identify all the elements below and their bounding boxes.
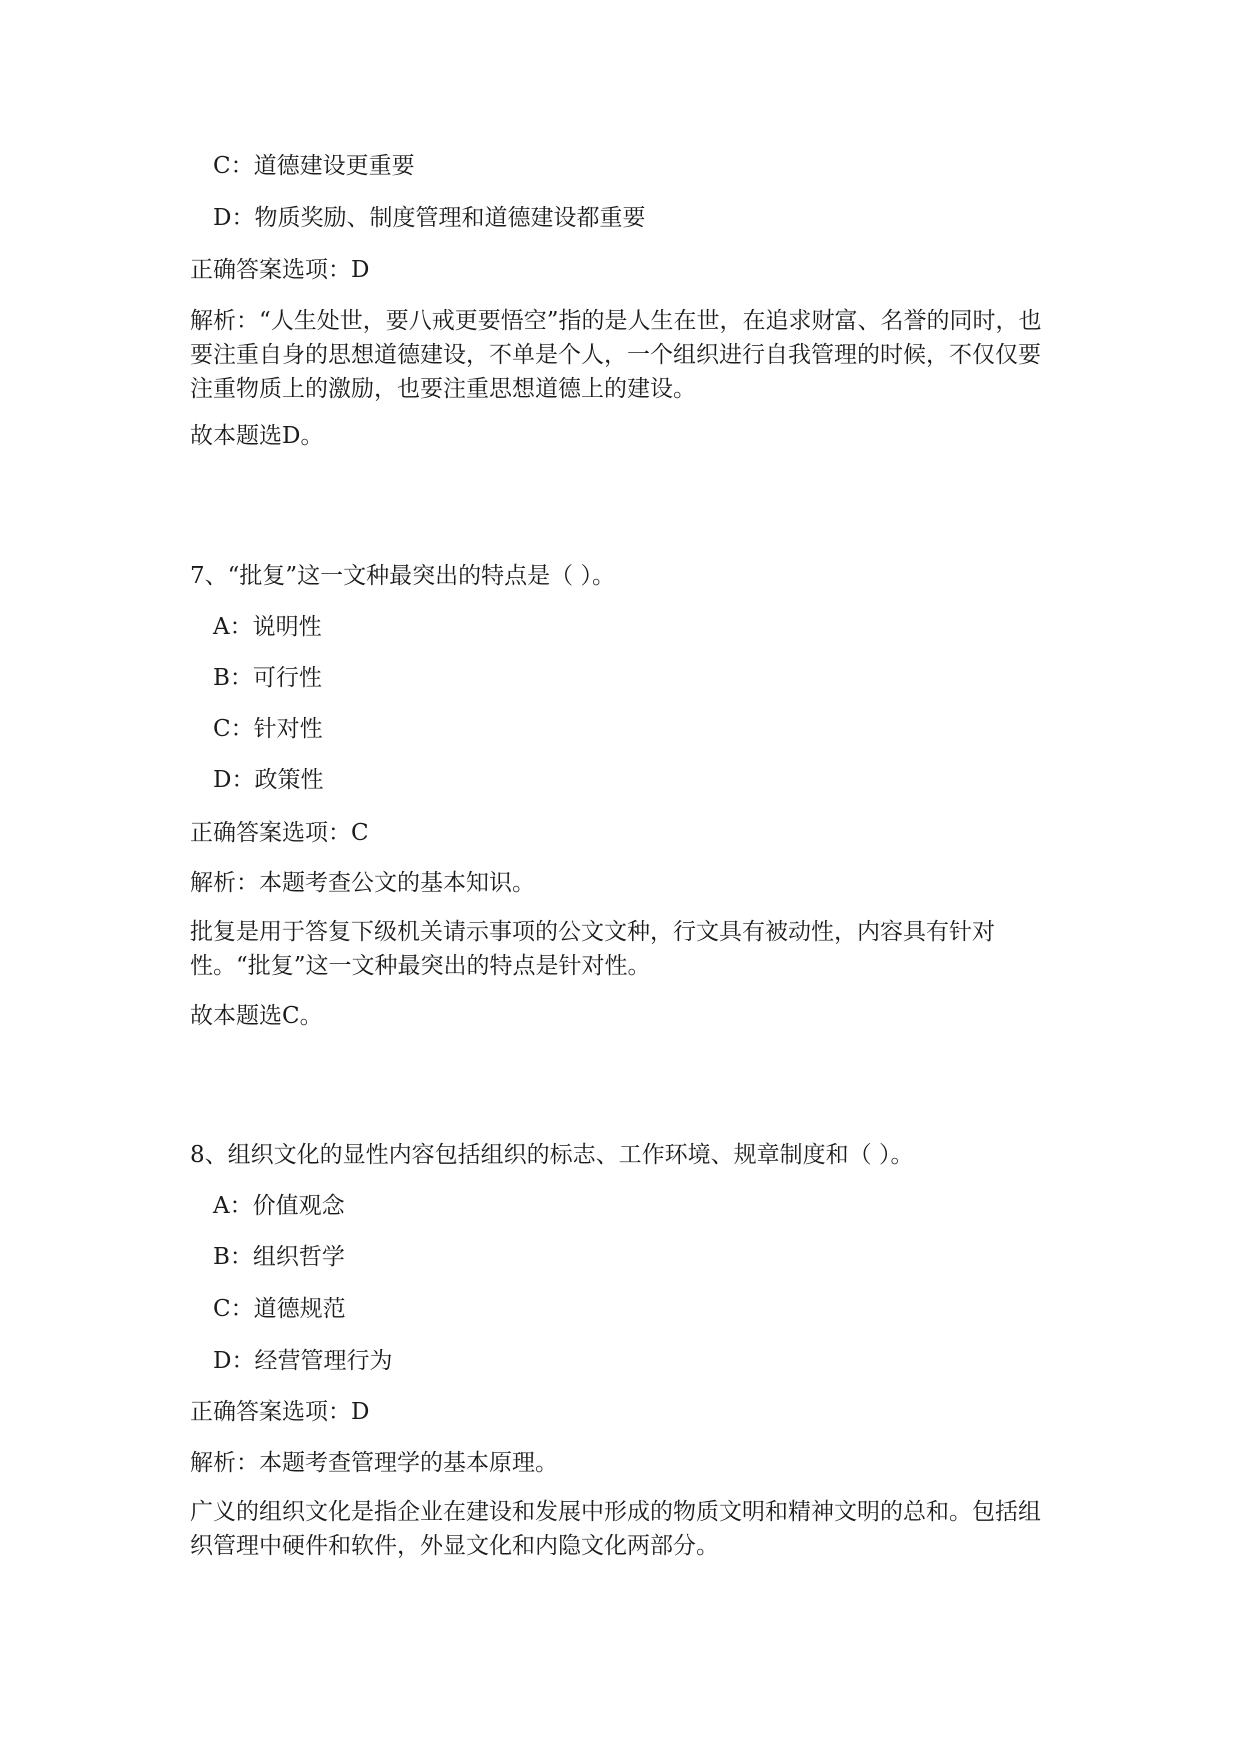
q8-option-c: C：道德规范 xyxy=(213,1296,346,1322)
q6-analysis: 解析：“人生处世，要八戒更要悟空”指的是人生在世，在追求财富、名誉的同时，也要注重自身的思想道德建设，不单是个人，一个组织进行自我管理的时候，不仅仅要注重物质上的激励，也要注重思想道德上的建设。 xyxy=(190,308,1042,402)
q7-option-a: A：说明性 xyxy=(213,614,322,640)
q7-stem: 7、“批复”这一文种最突出的特点是（ ）。 xyxy=(190,563,615,589)
q7-answer: 正确答案选项：C xyxy=(190,820,369,846)
q7-explanation: 批复是用于答复下级机关请示事项的公文文种，行文具有被动性，内容具有针对性。“批复”这一文种最突出的特点是针对性。 xyxy=(190,919,995,979)
q6-conclusion: 故本题选D。 xyxy=(190,423,324,449)
q8-option-b: B：组织哲学 xyxy=(213,1244,345,1270)
q8-explanation: 广义的组织文化是指企业在建设和发展中形成的物质文明和精神文明的总和。包括组织管理中硬件和软件，外显文化和内隐文化两部分。 xyxy=(190,1499,1041,1559)
q8-answer: 正确答案选项：D xyxy=(190,1399,370,1425)
q8-option-d: D：经营管理行为 xyxy=(213,1348,393,1374)
q7-option-c: C：针对性 xyxy=(213,716,323,742)
q6-answer: 正确答案选项：D xyxy=(190,257,370,283)
q6-option-c: C：道德建设更重要 xyxy=(213,153,415,179)
q6-option-d: D：物质奖励、制度管理和道德建设都重要 xyxy=(213,205,646,231)
q8-stem: 8、组织文化的显性内容包括组织的标志、工作环境、规章制度和（ ）。 xyxy=(190,1142,914,1168)
q7-conclusion: 故本题选C。 xyxy=(190,1003,323,1029)
q8-option-a: A：价值观念 xyxy=(213,1193,345,1219)
q7-option-d: D：政策性 xyxy=(213,767,324,793)
q8-analysis: 解析：本题考查管理学的基本原理。 xyxy=(190,1450,558,1476)
q7-option-b: B：可行性 xyxy=(213,665,322,691)
q7-analysis: 解析：本题考查公文的基本知识。 xyxy=(190,870,535,896)
